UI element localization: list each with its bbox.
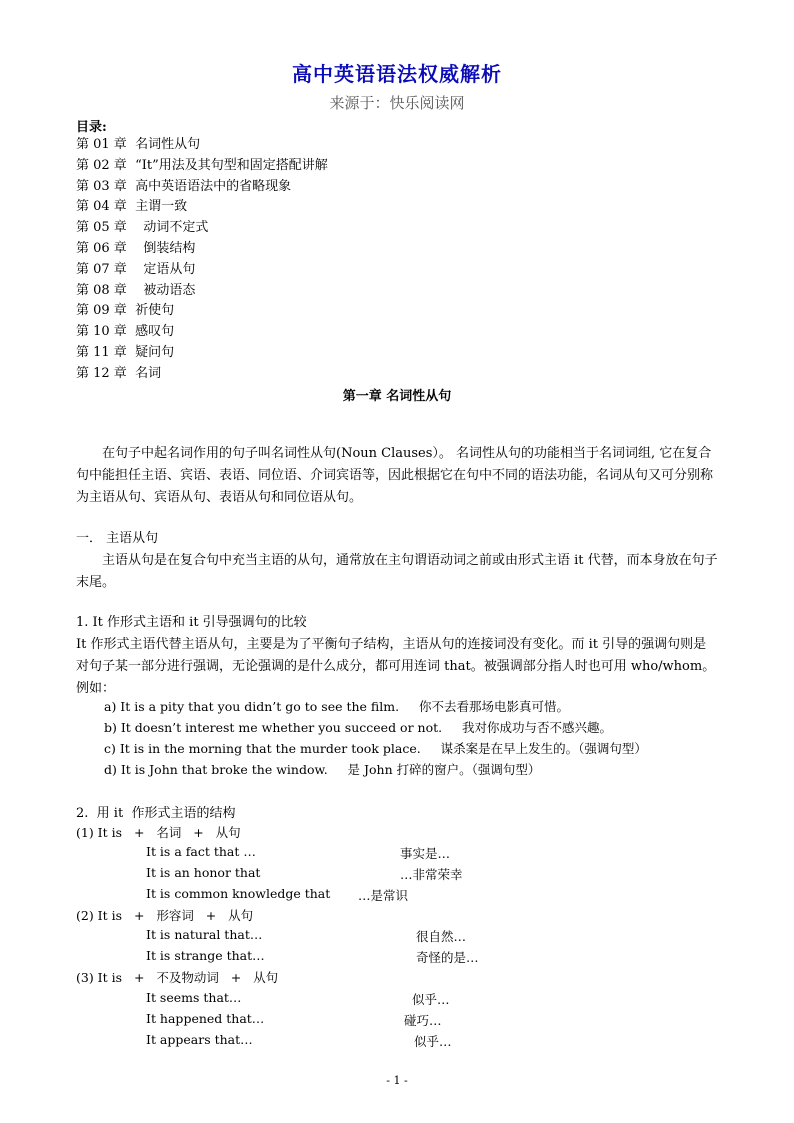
pattern-heading: (1) It is + 名词 + 从句 bbox=[76, 825, 241, 840]
subsection-paragraph: It 作形式主语代替主语从句，主要是为了平衡句子结构，主语从句的连接词没有变化。而 it 引导的强调句则是对句子某一部分进行强调，无论强调的是什么成分，都可用连词 that。被强调部分指人时也可用 who/whom。例如： bbox=[76, 637, 716, 696]
section-heading: 一． 主语从句 bbox=[76, 531, 159, 546]
toc-item: 第 08 章 被动语态 bbox=[76, 282, 196, 298]
toc-item: 第 12 章 名词 bbox=[76, 365, 162, 381]
chapter-heading: 第一章 名词性从句 bbox=[342, 389, 452, 404]
pattern-example-zh: …是常识 bbox=[358, 888, 409, 903]
document-source: 来源于：快乐阅读网 bbox=[329, 94, 465, 112]
example-sentence: c) It is in the morning that the murder took place. 谋杀案是在早上发生的。（强调句型） bbox=[104, 741, 647, 756]
example-sentence: a) It is a pity that you didn’t go to see the film. 你不去看那场电影真可惜。 bbox=[104, 699, 569, 714]
pattern-example-zh: 事实是… bbox=[400, 846, 451, 861]
table-of-contents bbox=[76, 135, 328, 385]
toc-item: 第 11 章 疑问句 bbox=[76, 344, 175, 360]
toc-item: 第 04 章 主谓一致 bbox=[76, 199, 188, 215]
toc-heading: 目录: bbox=[76, 120, 107, 135]
toc-item: 第 10 章 感叹句 bbox=[76, 324, 175, 340]
pattern-heading: (2) It is + 形容词 + 从句 bbox=[76, 908, 254, 923]
pattern-example-en: It is a fact that … bbox=[146, 844, 256, 859]
section-paragraph: 主语从句是在复合句中充当主语的从句，通常放在主句谓语动词之前或由形式主语 it 代替，而本身放在句子末尾。 bbox=[76, 553, 718, 590]
pattern-example-en: It is natural that… bbox=[146, 927, 263, 942]
toc-item: 第 05 章 动词不定式 bbox=[76, 220, 209, 236]
pattern-example-zh: 似乎… bbox=[414, 1034, 452, 1049]
page-number: - 1 - bbox=[386, 1074, 408, 1087]
toc-item: 第 03 章 高中英语语法中的省略现象 bbox=[76, 178, 292, 194]
pattern-example-zh: 碰巧… bbox=[404, 1013, 442, 1028]
subsection-heading: 1. It 作形式主语和 it 引导强调句的比较 bbox=[76, 615, 307, 630]
toc-item: 第 06 章 倒装结构 bbox=[76, 240, 196, 256]
example-sentence: b) It doesn’t interest me whether you succeed or not. 我对你成功与否不感兴趣。 bbox=[104, 720, 612, 735]
toc-item: 第 02 章 “It”用法及其句型和固定搭配讲解 bbox=[76, 157, 328, 173]
pattern-example-en: It happened that… bbox=[146, 1011, 265, 1026]
intro-paragraph: 在句子中起名词作用的句子叫名词性从句(Noun Clauses）。 名词性从句的功能相当于名词词组, 它在复合句中能担任主语、宾语、表语、同位语、介词宾语等，因此根据它在句中不同的语法功能，名词从句又可分别称为主语从句、宾语从句、表语从句和同位语从句。 bbox=[76, 446, 714, 505]
pattern-example-zh: …非常荣幸 bbox=[400, 867, 463, 882]
document-title: 高中英语语法权威解析 bbox=[292, 62, 502, 86]
subsection-heading: 2. 用 it 作形式主语的结构 bbox=[76, 806, 236, 821]
pattern-example-en: It seems that… bbox=[146, 990, 242, 1005]
pattern-example-zh: 似乎… bbox=[412, 992, 450, 1007]
toc-item: 第 01 章 名词性从句 bbox=[76, 137, 201, 152]
pattern-example-zh: 很自然… bbox=[416, 929, 467, 944]
pattern-example-zh: 奇怪的是… bbox=[416, 950, 479, 965]
toc-item: 第 09 章 祈使句 bbox=[76, 303, 175, 319]
pattern-example-en: It is common knowledge that bbox=[146, 886, 331, 901]
pattern-example-en: It is an honor that bbox=[146, 865, 261, 880]
pattern-example-en: It is strange that… bbox=[146, 948, 265, 963]
toc-item: 第 07 章 定语从句 bbox=[76, 261, 196, 277]
pattern-heading: (3) It is + 不及物动词 + 从句 bbox=[76, 970, 279, 985]
example-sentence: d) It is John that broke the window. 是 John 打碎的窗户。（强调句型） bbox=[104, 762, 541, 777]
pattern-example-en: It appears that… bbox=[146, 1032, 253, 1047]
